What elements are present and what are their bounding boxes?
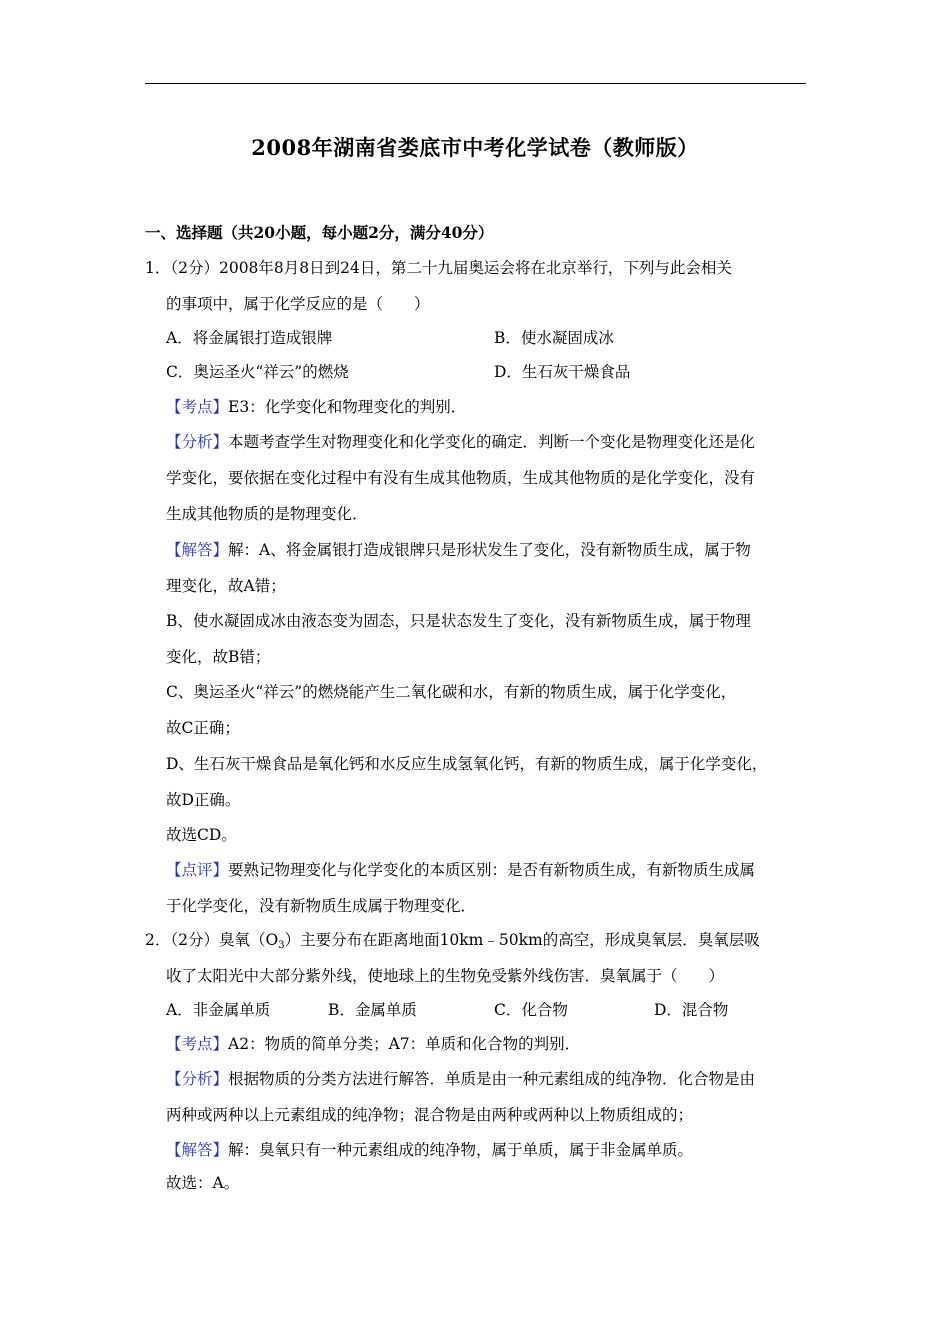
q1-fenxi-text: 本题考查学生对物理变化和化学变化的确定．判断一个变化是物理变化还是化 [228,433,756,451]
q2-jieda-text: 解：臭氧只有一种元素组成的纯净物，属于单质，属于非金属单质。 [228,1141,694,1159]
q2-option-c: C．化合物 [494,1001,568,1019]
q1-jieda-line5: C、奥运圣火“祥云”的燃烧能产生二氧化碳和水，有新的物质生成，属于化学变化， [166,683,737,701]
q2-fenxi [166,1069,755,1089]
q1-dianping [166,860,755,880]
q2-fenxi-text: 根据物质的分类方法进行解答．单质是由一种元素组成的纯净物．化合物是由 [228,1070,756,1088]
header-rule [145,83,806,84]
q1-jieda-text: 解：A、将金属银打造成银牌只是形状发生了变化，没有新物质生成，属于物 [228,541,751,559]
q1-option-d: D．生石灰干燥食品 [494,363,631,381]
q1-kaodian-text: E3：化学变化和物理变化的判别． [228,398,467,416]
q2-kaodian [166,1034,580,1054]
q1-jieda [166,540,751,560]
q1-stem-line2: 的事项中，属于化学反应的是（ ） [166,295,430,313]
q1-jieda-line2: 理变化，故A错； [166,577,286,595]
q2-stem-line2: 收了太阳光中大部分紫外线，使地球上的生物免受紫外线伤害．臭氧属于（ ） [166,967,725,985]
jieda-tag: 【解答】 [166,541,229,559]
q2-option-a: A．非金属单质 [166,1001,271,1019]
q1-fenxi-line2: 学变化，要依据在变化过程中有没有生成其他物质，生成其他物质的是化学变化，没有 [166,469,756,487]
kaodian-tag: 【考点】 [166,1035,229,1053]
q1-jieda-line7: D、生石灰干燥食品是氧化钙和水反应生成氢氧化钙，有新的物质生成，属于化学变化， [166,755,768,773]
section-heading: 一、选择题（共20小题，每小题2分，满分40分） [145,223,494,242]
fenxi-tag: 【分析】 [166,1070,229,1088]
q1-dianping-line2: 于化学变化，没有新物质生成属于物理变化． [166,897,477,915]
q1-kaodian [166,397,466,417]
q2-stem-a: 2．（2分）臭氧（O [145,931,279,949]
dianping-tag: 【点评】 [166,861,229,879]
q2-fenxi-line2: 两种或两种以上元素组成的纯净物；混合物是由两种或两种以上物质组成的； [166,1106,694,1124]
q1-fenxi-line3: 生成其他物质的是物理变化． [166,505,368,523]
q2-conclusion: 故选：A。 [166,1174,240,1192]
fenxi-tag: 【分析】 [166,433,229,451]
kaodian-tag: 【考点】 [166,398,229,416]
q1-jieda-line3: B、使水凝固成冰由液态变为固态，只是状态发生了变化，没有新物质生成，属于物理 [166,612,751,630]
q1-jieda-line6: 故C正确； [166,719,240,737]
q1-option-c: C．奥运圣火“祥云”的燃烧 [166,363,349,381]
q2-stem-line1 [145,930,760,950]
page-title: 2008年湖南省娄底市中考化学试卷（教师版） [251,135,699,160]
q1-fenxi [166,432,755,452]
q1-jieda-line8: 故D正确。 [166,791,241,809]
q2-option-b: B．金属单质 [328,1001,417,1019]
q1-jieda-line4: 变化，故B错； [166,648,271,666]
q2-stem-subscript: 3 [278,940,285,951]
jieda-tag: 【解答】 [166,1141,229,1159]
q2-kaodian-text: A2：物质的简单分类；A7：单质和化合物的判别． [228,1035,581,1053]
q2-jieda [166,1140,693,1160]
q1-option-b: B．使水凝固成冰 [494,329,614,347]
q2-stem-b: ）主要分布在距离地面10km﹣50km的高空，形成臭氧层．臭氧层吸 [284,931,760,949]
q1-stem-line1: 1．（2分）2008年8月8日到24日，第二十九届奥运会将在北京举行，下列与此会相关 [145,259,732,277]
q1-dianping-text: 要熟记物理变化与化学变化的本质区别：是否有新物质生成，有新物质生成属 [228,861,756,879]
q2-option-d: D．混合物 [654,1001,729,1019]
q1-option-a: A．将金属银打造成银牌 [166,329,333,347]
q1-conclusion: 故选CD。 [166,826,237,844]
